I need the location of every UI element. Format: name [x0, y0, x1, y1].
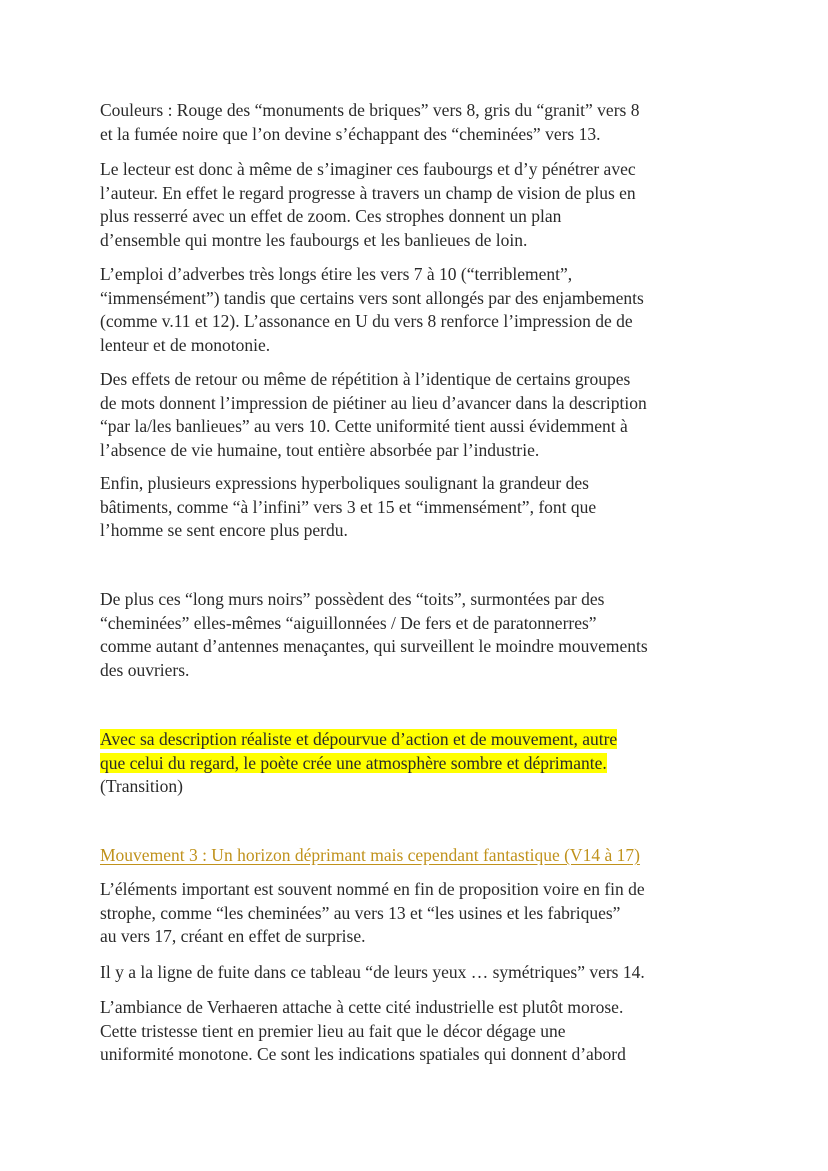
text-line: Enfin, plusieurs expressions hyperboliques soulignant la grandeur des — [100, 473, 589, 493]
text-line: l’absence de vie humaine, tout entière absorbée par l’industrie. — [100, 439, 540, 460]
text-line: “cheminées” elles-mêmes “aiguillonnées / De fers et de paratonnerres” — [100, 612, 597, 633]
paragraph-hyperboles — [100, 472, 596, 543]
text-line: Couleurs : Rouge des “monuments de briques” vers 8, gris du “granit” vers 8 — [100, 100, 640, 120]
text-line: des ouvriers. — [100, 659, 190, 680]
highlighted-line: Avec sa description réaliste et dépourvue d’action et de mouvement, autre — [100, 729, 618, 749]
text-line: et la fumée noire que l’on devine s’échappant des “cheminées” vers 13. — [100, 123, 601, 144]
paragraph-colors — [100, 99, 639, 146]
text-line: de mots donnent l’impression de piétiner au lieu d’avancer dans la description — [100, 392, 647, 413]
paragraph-repetition — [100, 368, 647, 462]
text-line: “par la/les banlieues” au vers 10. Cette uniformité tient aussi évidemment à — [100, 416, 628, 436]
paragraph-transition — [100, 728, 617, 799]
text-line: “immensément”) tandis que certains vers sont allongés par des enjambements — [100, 287, 644, 308]
text-line: bâtiments, comme “à l’infini” vers 3 et 15 et “immensément”, font que — [100, 496, 597, 517]
text-line: strophe, comme “les cheminées” au vers 13 et “les usines et les fabriques” — [100, 902, 621, 923]
text-line: Le lecteur est donc à même de s’imaginer ces faubourgs et d’y pénétrer avec — [100, 159, 636, 179]
text-line: L’emploi d’adverbes très longs étire les vers 7 à 10 (“terriblement”, — [100, 264, 573, 284]
paragraph-elements — [100, 878, 645, 949]
highlighted-line: que celui du regard, le poète crée une atmosphère sombre et déprimante. — [100, 752, 607, 773]
text-line: plus resserré avec un effet de zoom. Ces strophes donnent un plan — [100, 206, 562, 226]
text-line: L’éléments important est souvent nommé en fin de proposition voire en fin de — [100, 879, 645, 899]
text-line: Cette tristesse tient en premier lieu au fait que le décor dégage une — [100, 1020, 566, 1041]
text-line: De plus ces “long murs noirs” possèdent des “toits”, surmontées par des — [100, 589, 605, 609]
text-line: uniformité monotone. Ce sont les indications spatiales qui donnent d’abord — [100, 1044, 626, 1064]
text-line: Des effets de retour ou même de répétition à l’identique de certains groupes — [100, 369, 631, 389]
paragraph-vanishing-line — [100, 961, 645, 985]
paragraph-walls — [100, 588, 648, 682]
text-line: Il y a la ligne de fuite dans ce tableau “de leurs yeux … symétriques” vers 14. — [100, 962, 645, 982]
text-line: (comme v.11 et 12). L’assonance en U du vers 8 renforce l’impression de de — [100, 311, 633, 331]
section-heading: Mouvement 3 : Un horizon déprimant mais cependant fantastique (V14 à 17) — [100, 845, 640, 865]
text-line: comme autant d’antennes menaçantes, qui surveillent le moindre mouvements — [100, 636, 648, 656]
text-line: L’ambiance de Verhaeren attache à cette cité industrielle est plutôt morose. — [100, 997, 624, 1017]
paragraph-reader — [100, 158, 636, 252]
text-line: au vers 17, créant en effet de surprise. — [100, 926, 366, 946]
paragraph-adverbs — [100, 263, 644, 357]
text-line: l’auteur. En effet le regard progresse à travers un champ de vision de plus en — [100, 182, 636, 203]
transition-note: (Transition) — [100, 776, 183, 796]
text-line: d’ensemble qui montre les faubourgs et les banlieues de loin. — [100, 229, 528, 250]
text-line: l’homme se sent encore plus perdu. — [100, 520, 348, 540]
paragraph-ambiance — [100, 996, 626, 1067]
text-line: lenteur et de monotonie. — [100, 334, 271, 355]
